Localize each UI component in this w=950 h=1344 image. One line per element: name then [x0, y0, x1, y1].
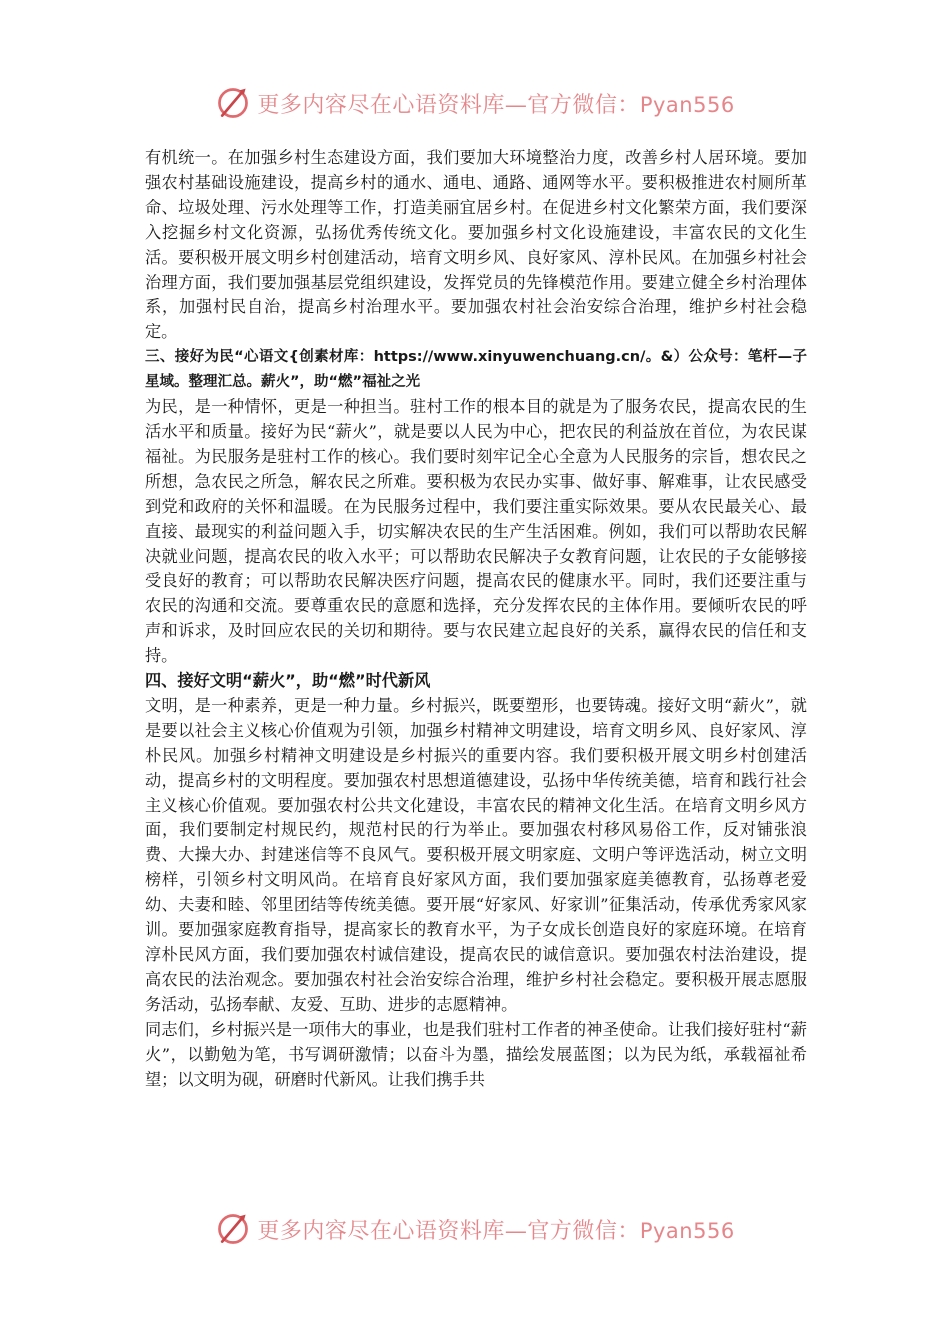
section-heading-3: 三、接好为民“心语文{创素材库：https://www.xinyuwenchuang.cn/。&）公众号：笔杆—子星域。整理汇总。薪火”，助“燃”福祉之光	[145, 349, 807, 391]
header-banner	[0, 83, 950, 123]
footer-banner	[0, 1209, 950, 1249]
brush-logo-icon	[215, 1211, 251, 1247]
paragraph-4: 文明，是一种素养，更是一种力量。乡村振兴，既要塑形，也要铸魂。接好文明“薪火”，就是要以社会主义核心价值观为引领，加强乡村精神文明建设，培育文明乡风、良好家风、淳朴民风。加强乡村精神文明建设是乡村振兴的重要内容。我们要积极开展文明乡村创建活动，提高乡村的文明程度。要加强农村思想道德建设，弘扬中华传统美德，培育和践行社会主义核心价值观。要加强农村公共文化建设，丰富农民的精神文化生活。在培育文明乡风方面，我们要制定村规民约，规范村民的行为举止。要加强农村移风易俗工作，反对铺张浪费、大操大办、封建迷信等不良风气。要积极开展文明家庭、文明户等评选活动，树立文明榜样，引领乡村文明风尚。在培育良好家风方面，我们要加强家庭美德教育，弘扬尊老爱幼、夫妻和睦、邻里团结等传统美德。要开展“好家风、好家训”征集活动，传承优秀家风家训。要加强家庭教育指导，提高家长的教育水平，为子女成长创造良好的家庭环境。在培育淳朴民风方面，我们要加强农村诚信建设，提高农民的诚信意识。要加强农村法治建设，提高农民的法治观念。要加强农村社会治安综合治理，维护乡村社会稳定。要积极开展志愿服务活动，弘扬奉献、友爱、互助、进步的志愿精神。	[145, 695, 807, 1014]
banner-wechat-id: Pyan556	[639, 1218, 735, 1243]
document-body	[145, 146, 807, 1092]
banner-main-text: 更多内容尽在心语资料库—官方微信：	[257, 92, 640, 118]
section-heading-4: 四、接好文明“薪火”，助“燃”时代新风	[145, 671, 431, 691]
paragraph-5: 同志们，乡村振兴是一项伟大的事业，也是我们驻村工作者的神圣使命。让我们接好驻村“薪火”，以勤勉为笔，书写调研激情；以奋斗为墨，描绘发展蓝图；以为民为纸，承载福祉希望；以文明为砚，研磨时代新风。让我们携手共	[145, 1019, 807, 1089]
banner-text	[257, 1214, 734, 1245]
brush-logo-icon	[215, 85, 251, 121]
banner-main-text: 更多内容尽在心语资料库—官方微信：	[257, 1218, 640, 1244]
paragraph-top: 有机统一。在加强乡村生态建设方面，我们要加大环境整治力度，改善乡村人居环境。要加强农村基础设施建设，提高乡村的通水、通电、通路、通网等水平。要积极推进农村厕所革命、垃圾处理、污水处理等工作，打造美丽宜居乡村。在促进乡村文化繁荣方面，我们要深入挖掘乡村文化资源，弘扬优秀传统文化。要加强乡村文化设施建设，丰富农民的文化生活。要积极开展文明乡村创建活动，培育文明乡风、良好家风、淳朴民风。在加强乡村社会治理方面，我们要加强基层党组织建设，发挥党员的先锋模范作用。要建立健全乡村治理体系，加强村民自治，提高乡村治理水平。要加强农村社会治安综合治理，维护乡村社会稳定。	[145, 148, 807, 342]
paragraph-3: 为民，是一种情怀，更是一种担当。驻村工作的根本目的就是为了服务农民，提高农民的生活水平和质量。接好为民“薪火”，就是要以人民为中心，把农民的利益放在首位，为农民谋福祉。为民服务是驻村工作的核心。我们要时刻牢记全心全意为人民服务的宗旨，想农民之所想，急农民之所急，解农民之所难。要积极为农民办实事、做好事、解难事，让农民感受到党和政府的关怀和温暖。在为民服务过程中，我们要注重实际效果。要从农民最关心、最直接、最现实的利益问题入手，切实解决农民的生产生活困难。例如，我们可以帮助农民解决就业问题，提高农民的收入水平；可以帮助农民解决子女教育问题，让农民的子女能够接受良好的教育；可以帮助农民解决医疗问题，提高农民的健康水平。同时，我们还要注重与农民的沟通和交流。要尊重农民的意愿和选择，充分发挥农民的主体作用。要倾听农民的呼声和诉求，及时回应农民的关切和期待。要与农民建立起良好的关系，赢得农民的信任和支持。	[145, 397, 807, 666]
banner-wechat-id: Pyan556	[639, 92, 735, 117]
banner-text	[257, 88, 734, 119]
